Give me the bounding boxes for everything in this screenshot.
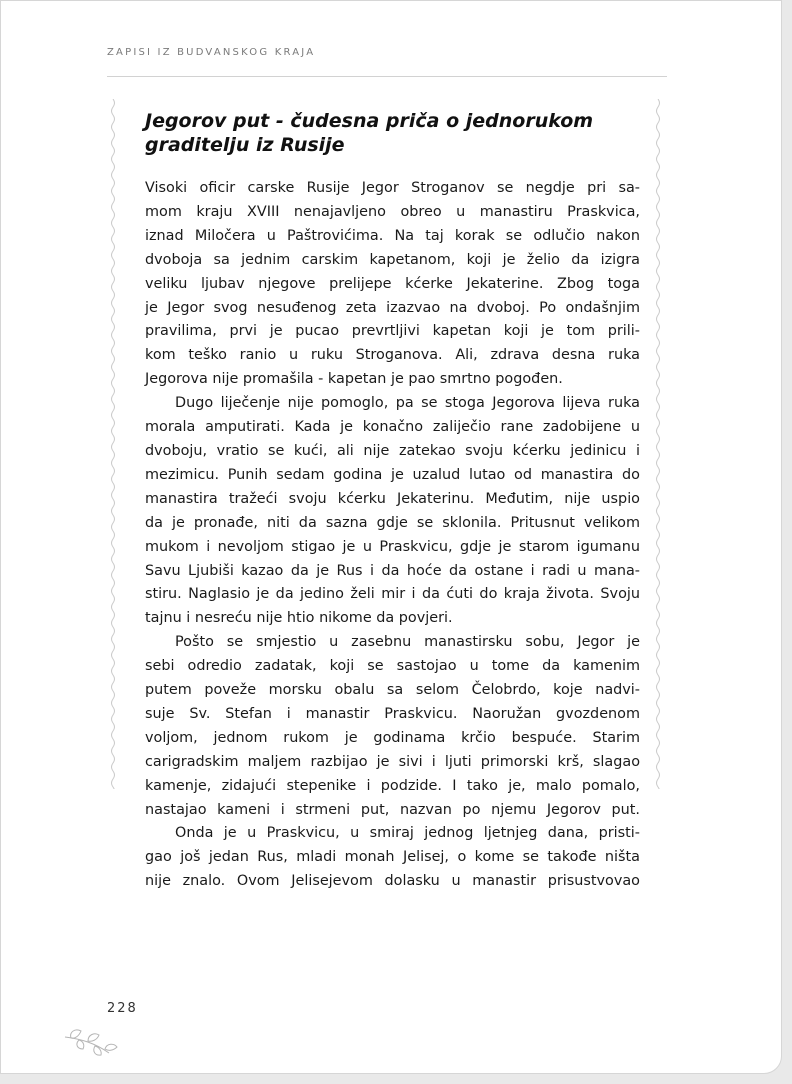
body-line: je Jegor svog nesuđenog zeta izazvao na dvoboj. Po ondašnjim bbox=[145, 299, 640, 316]
body-line: tajnu i nesreću nije htio nikome da povjeri. bbox=[145, 610, 453, 627]
body-line: mukom i nevoljom stigao je u Praskvicu, gdje je starom igumanu bbox=[145, 538, 640, 555]
body-line: voljom, jednom rukom je godinama krčio bespuće. Starim bbox=[145, 729, 640, 746]
body-line: da je pronađe, niti da sazna gdje se sklonila. Pritusnut velikom bbox=[145, 514, 640, 531]
body-line: Jegorova nije promašila - kapetan je pao smrtno pogođen. bbox=[145, 371, 563, 388]
body-line: putem poveže morsku obalu sa selom Čelobrdo, koje nadvi- bbox=[145, 682, 640, 699]
body-line: Visoki oficir carske Rusije Jegor Stroganov se negdje pri sa- bbox=[145, 180, 640, 196]
article-title-line: graditelju iz Rusije bbox=[145, 134, 345, 156]
wavy-border-left bbox=[109, 99, 117, 789]
body-line: kamenje, zidajući stepenike i podzide. I tako je, malo pomalo, bbox=[145, 777, 640, 794]
leaf-sprig-icon bbox=[61, 1019, 133, 1059]
body-line: morala amputirati. Kada je konačno zaliječio rane zadobijene u bbox=[145, 419, 640, 436]
body-line: veliku ljubav njegove prelijepe kćerke Jekaterine. Zbog toga bbox=[145, 275, 640, 292]
body-line: Dugo liječenje nije pomoglo, pa se stoga Jegorova lijeva ruka bbox=[175, 395, 640, 412]
body-line: Onda je u Praskvicu, u smiraj jednog ljetnjeg dana, pristi- bbox=[175, 825, 640, 842]
body-line: Savu Ljubiši kazao da je Rus i da hoće da ostane i radi u mana- bbox=[145, 562, 640, 579]
body-line: carigradskim maljem razbijao je sivi i ljuti primorski krš, slagao bbox=[145, 753, 640, 770]
article-title bbox=[145, 109, 645, 157]
header-divider bbox=[107, 76, 667, 77]
wavy-border-right bbox=[654, 99, 662, 789]
body-line: pravilima, prvi je pucao prevrtljivi kapetan koji je tom prili- bbox=[145, 323, 640, 340]
page-number: 228 bbox=[107, 1001, 138, 1016]
body-line: nastajao kameni i strmeni put, nazvan po njemu Jegorov put. bbox=[145, 801, 640, 818]
body-line: manastira tražeći svoju kćerku Jekaterinu. Međutim, nije uspio bbox=[145, 490, 640, 507]
body-line: gao još jedan Rus, mladi monah Jelisej, o kome se takođe ništa bbox=[145, 849, 640, 866]
article-title-line: Jegorov put - čudesna priča o jednorukom bbox=[145, 110, 594, 132]
body-line: iznad Miločera u Paštrovićima. Na taj korak se odlučio nakon bbox=[145, 227, 640, 244]
body-line: mom kraju XVIII nenajavljeno obreo u manastiru Praskvica, bbox=[145, 203, 640, 220]
body-line: suje Sv. Stefan i manastir Praskvicu. Naoružan gvozdenom bbox=[145, 705, 640, 722]
body-line: kom teško ranio u ruku Stroganova. Ali, zdrava desna ruka bbox=[145, 347, 640, 364]
body-line: Pošto se smjestio u zasebnu manastirsku sobu, Jegor je bbox=[175, 634, 640, 651]
body-line: dvoboja sa jednim carskim kapetanom, koji je želio da izigra bbox=[145, 251, 640, 268]
running-header: ZAPISI IZ BUDVANSKOG KRAJA bbox=[107, 47, 316, 58]
body-line: sebi odredio zadatak, koji se sastojao u tome da kamenim bbox=[145, 658, 640, 675]
body-line: dvoboju, vratio se kući, ali nije zatekao svoju kćerku jedinicu i bbox=[145, 442, 640, 459]
article-body bbox=[145, 177, 640, 894]
body-line: nije znalo. Ovom Jelisejevom dolasku u manastir prisustvovao bbox=[145, 873, 640, 890]
body-line: mezimicu. Punih sedam godina je uzalud lutao od manastira do bbox=[145, 466, 640, 483]
body-line: stiru. Naglasio je da jedino želi mir i da ćuti do kraja života. Svoju bbox=[145, 586, 640, 603]
